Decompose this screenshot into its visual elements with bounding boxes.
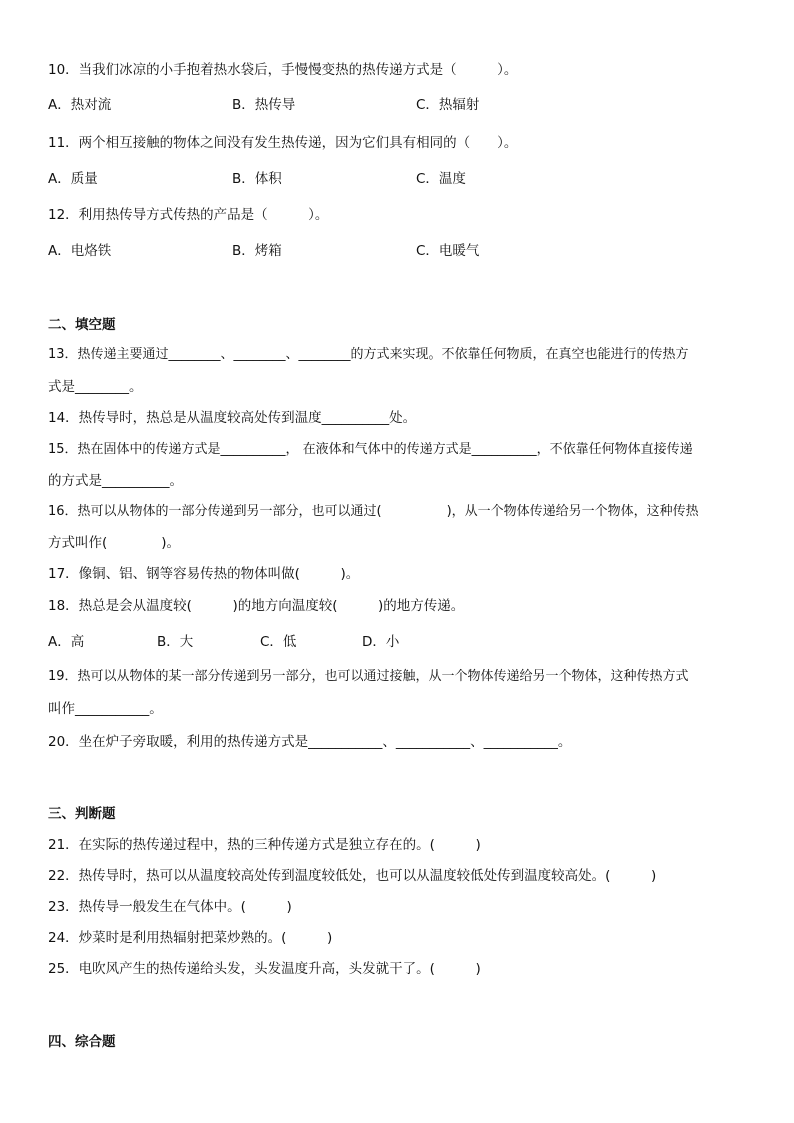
question-10-stem: 10．当我们冰凉的小手抱着热水袋后，手慢慢变热的热传递方式是（ ）。 bbox=[48, 62, 518, 78]
section-heading-true-false: 三、判断题 bbox=[48, 806, 116, 822]
question-13-line-1: 13．热传递主要通过________、________、________的方式来实现。不依靠任何物质，在真空也能进行的传热方 bbox=[48, 347, 689, 362]
question-21: 21．在实际的热传递过程中，热的三种传递方式是独立存在的。( ) bbox=[48, 837, 481, 853]
question-22: 22．热传导时，热可以从温度较高处传到温度较低处，也可以从温度较低处传到温度较高处。( ) bbox=[48, 868, 657, 884]
question-16-line-2: 方式叫作( )。 bbox=[48, 535, 181, 551]
question-23: 23．热传导一般发生在气体中。( ) bbox=[48, 899, 292, 915]
question-12-stem: 12．利用热传导方式传热的产品是（ ）。 bbox=[48, 207, 329, 223]
question-11-option-b: B．体积 bbox=[232, 171, 282, 187]
section-heading-comprehensive: 四、综合题 bbox=[48, 1034, 116, 1050]
question-18-option-a: A．高 bbox=[48, 634, 85, 650]
question-10-option-b: B．热传导 bbox=[232, 97, 296, 113]
question-15-line-1: 15．热在固体中的传递方式是__________， 在液体和气体中的传递方式是__________，不依靠任何物体直接传递 bbox=[48, 442, 693, 457]
question-19-line-1: 19．热可以从物体的某一部分传递到另一部分，也可以通过接触，从一个物体传递给另一个物体，这种传热方式 bbox=[48, 669, 689, 684]
question-19-line-2: 叫作___________。 bbox=[48, 701, 163, 717]
section-heading-fill-in: 二、填空题 bbox=[48, 317, 116, 333]
question-12-option-b: B．烤箱 bbox=[232, 243, 282, 259]
question-11-stem: 11．两个相互接触的物体之间没有发生热传递，因为它们具有相同的（ ）。 bbox=[48, 135, 518, 151]
question-18-option-c: C．低 bbox=[260, 634, 297, 650]
question-18-option-d: D．小 bbox=[362, 634, 400, 650]
question-14: 14．热传导时，热总是从温度较高处传到温度__________处。 bbox=[48, 410, 417, 426]
question-12-option-c: C．电暖气 bbox=[416, 243, 480, 259]
question-20: 20．坐在炉子旁取暖，利用的热传递方式是___________、___________、___________。 bbox=[48, 734, 572, 750]
question-25: 25．电吹风产生的热传递给头发，头发温度升高，头发就干了。( ) bbox=[48, 961, 481, 977]
question-11-option-a: A．质量 bbox=[48, 171, 98, 187]
question-18-option-b: B．大 bbox=[157, 634, 194, 650]
question-24: 24．炒菜时是利用热辐射把菜炒熟的。( ) bbox=[48, 930, 333, 946]
question-15-line-2: 的方式是__________。 bbox=[48, 473, 183, 489]
question-16-line-1: 16．热可以从物体的一部分传递到另一部分，也可以通过( )，从一个物体传递给另一个物体，这种传热 bbox=[48, 504, 699, 519]
question-10-option-c: C．热辐射 bbox=[416, 97, 480, 113]
question-12-option-a: A．电烙铁 bbox=[48, 243, 112, 259]
question-17: 17．像铜、铝、钢等容易传热的物体叫做( )。 bbox=[48, 566, 360, 582]
question-18-stem: 18．热总是会从温度较( )的地方向温度较( )的地方传递。 bbox=[48, 598, 465, 614]
question-13-line-2: 式是________。 bbox=[48, 379, 143, 395]
question-10-option-a: A．热对流 bbox=[48, 97, 112, 113]
question-11-option-c: C．温度 bbox=[416, 171, 466, 187]
